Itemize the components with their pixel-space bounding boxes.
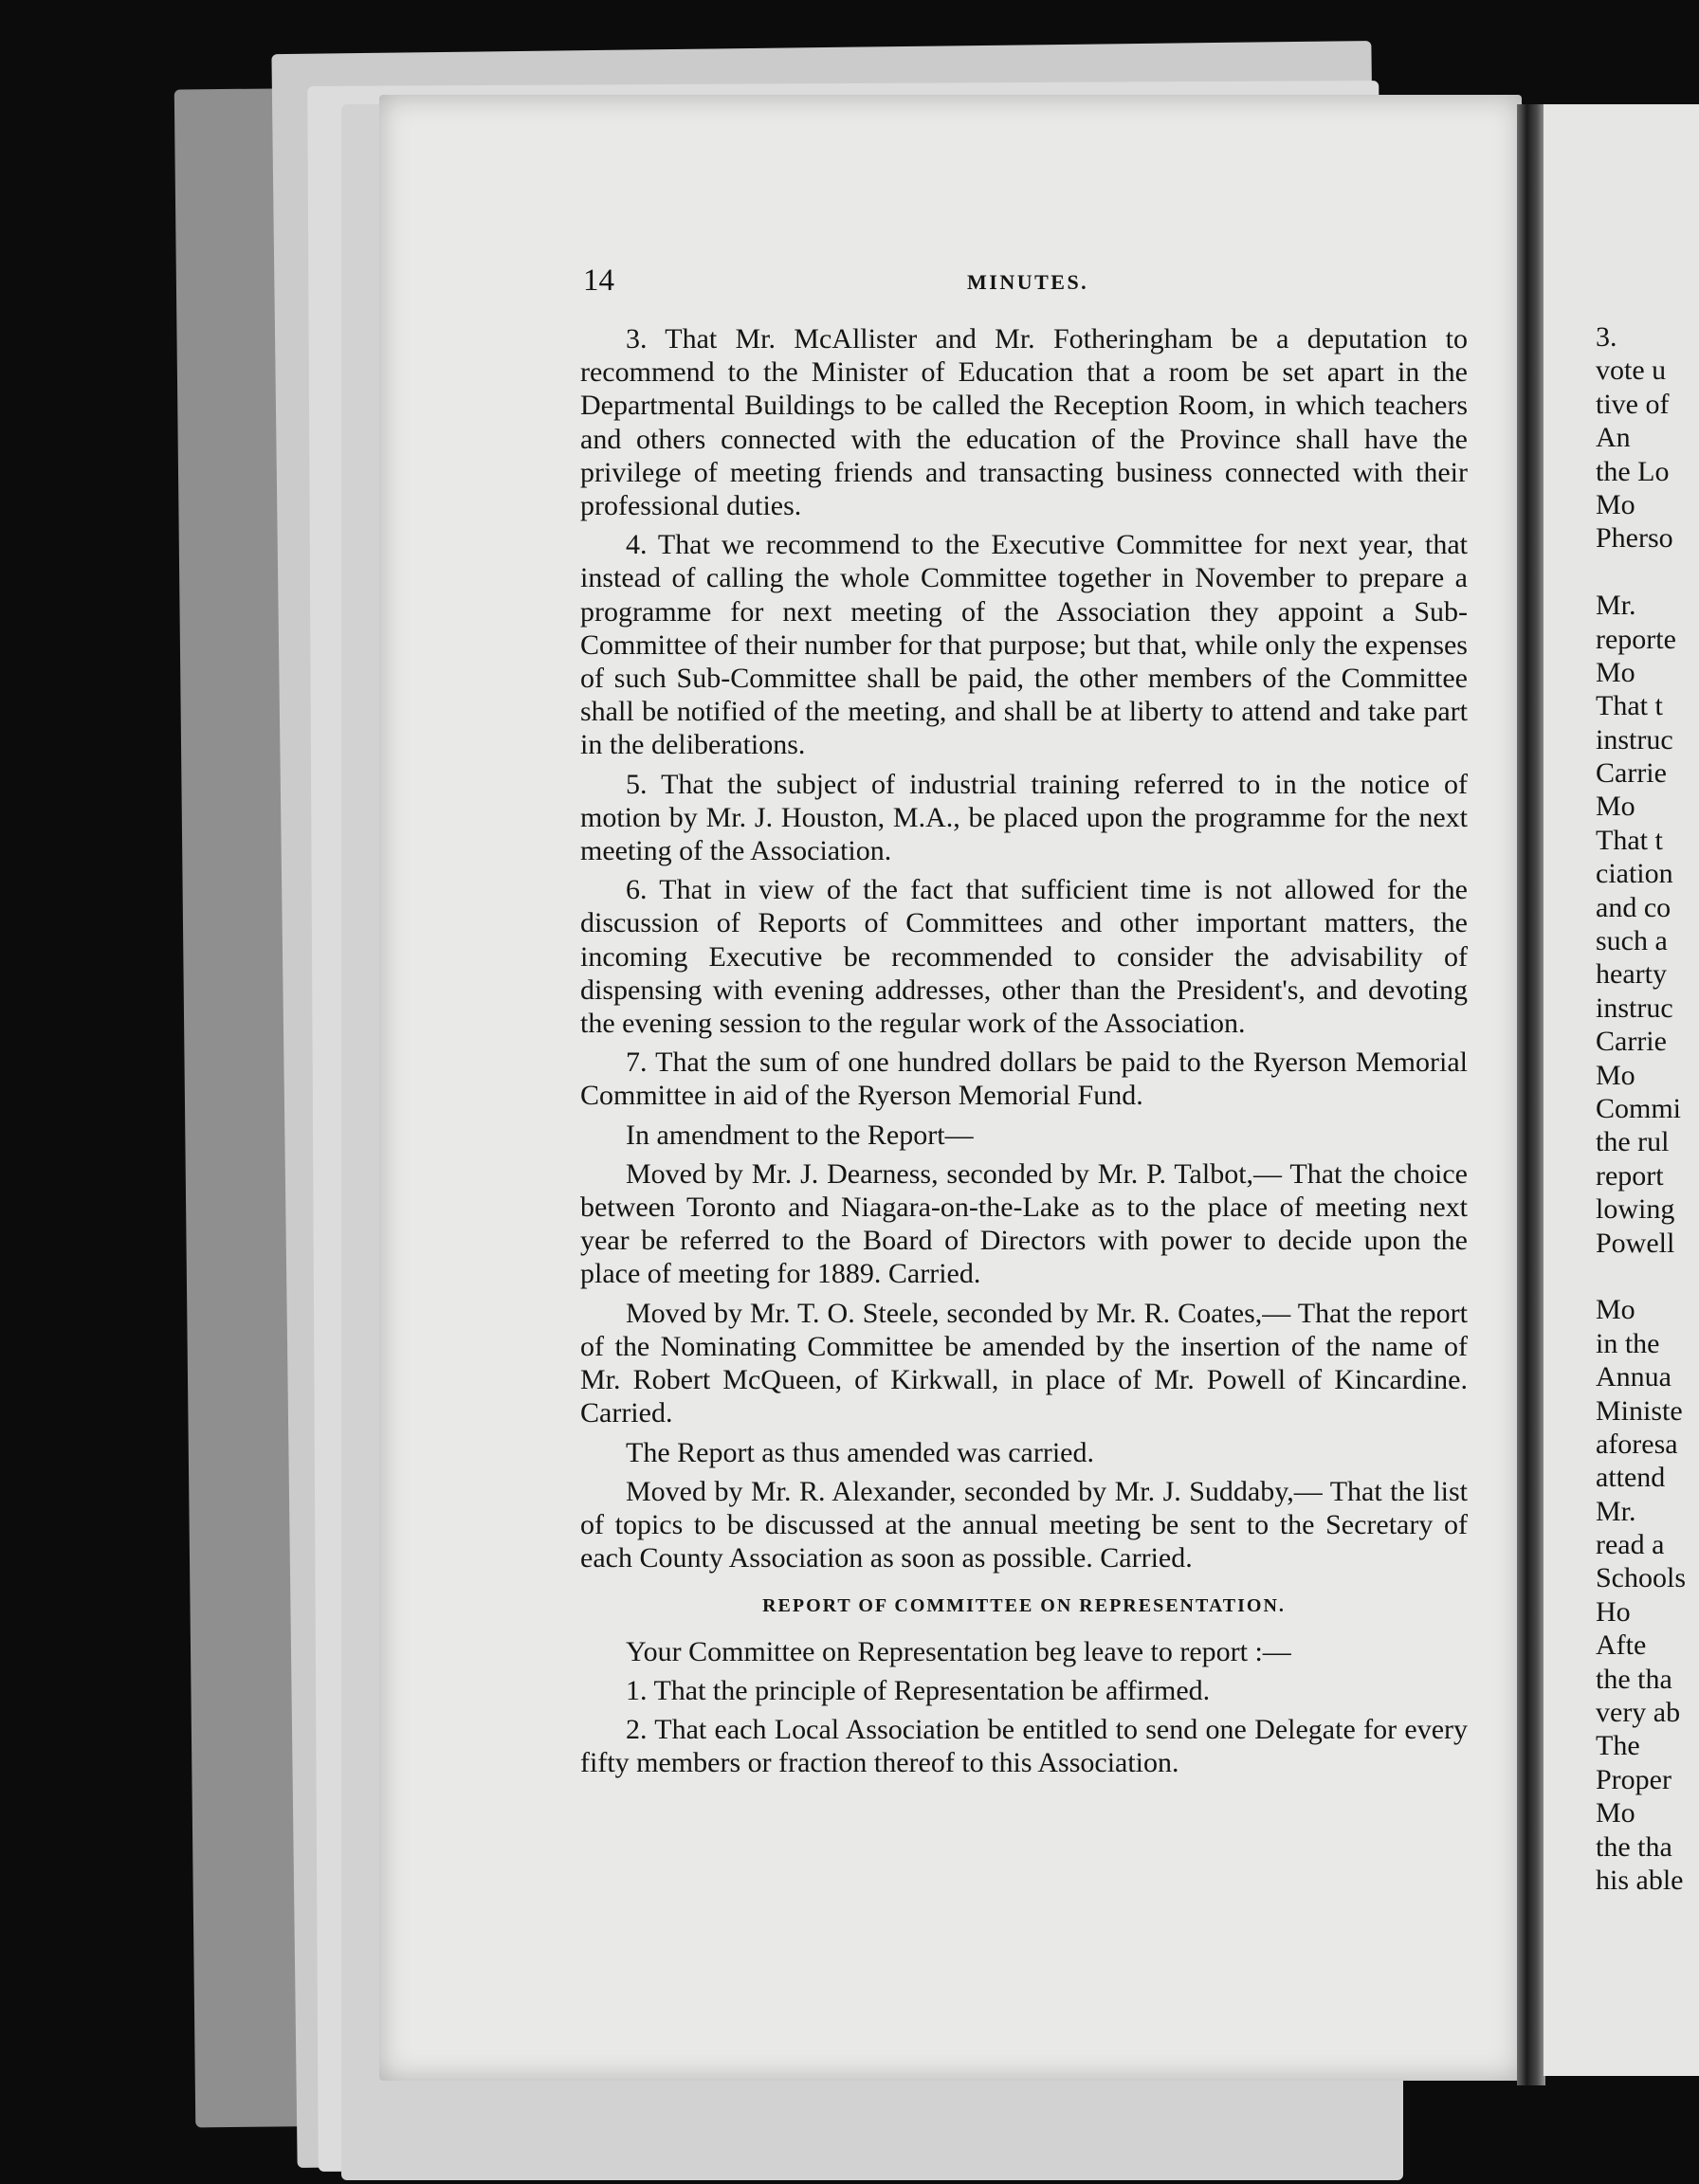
right-page-line: his able bbox=[1596, 1864, 1684, 1896]
right-page-line: Annua bbox=[1596, 1361, 1672, 1393]
right-page-line: read a bbox=[1596, 1529, 1665, 1561]
right-page-line: report bbox=[1596, 1159, 1664, 1192]
right-page-line: Mr. bbox=[1596, 1495, 1636, 1527]
representation-intro: Your Committee on Representation beg leave to report :— bbox=[626, 1635, 1291, 1667]
right-page-line: That t bbox=[1596, 824, 1663, 856]
paragraph-item-4: 4. That we recommend to the Executive Committee for next year, that instead of calling the whole Committee together in November to prepare a programme for next meeting of the Association they appoint a Sub-Committee of their number for that purpose; but that, while only the expenses of such Sub-Committee shall be paid, the other members of the Committee shall be notified of the meeting, and shall be at liberty to attend and take part in the deliberations. bbox=[580, 529, 1468, 761]
motion-steele: Moved by Mr. T. O. Steele, seconded by Mr. R. Coates,— That the report of the Nominating Committee be amended by the insertion of the name of Mr. Robert McQueen, of Kirkwall, in place of Mr. Powell of Kincardine. Carried. bbox=[580, 1297, 1468, 1429]
right-page-line: Proper bbox=[1596, 1763, 1672, 1795]
right-page-line: vote u bbox=[1596, 355, 1667, 387]
right-page-line bbox=[1596, 555, 1699, 589]
right-page-line: Ministe bbox=[1596, 1394, 1683, 1427]
right-page-line: Schools bbox=[1596, 1562, 1687, 1594]
right-page-line: aforesa bbox=[1596, 1428, 1678, 1460]
right-page-line: the tha bbox=[1596, 1830, 1672, 1863]
right-page-line: 3. bbox=[1596, 321, 1617, 353]
section-heading: REPORT OF COMMITTEE ON REPRESENTATION. bbox=[762, 1595, 1286, 1617]
page-header bbox=[583, 264, 1470, 301]
right-page-line: the tha bbox=[1596, 1663, 1672, 1695]
right-page-line: reporte bbox=[1596, 623, 1676, 655]
right-page-line: Mo bbox=[1596, 1797, 1635, 1829]
paragraph-item-5: 5. That the subject of industrial training referred to in the notice of motion by Mr. J. Houston, M.A., be placed upon the programme for the next meeting of the Association. bbox=[580, 768, 1468, 867]
right-page-line: very ab bbox=[1596, 1697, 1681, 1729]
right-page-line: Pherso bbox=[1596, 522, 1673, 555]
right-page-line: Mo bbox=[1596, 1294, 1635, 1326]
page-body bbox=[580, 322, 1468, 1785]
book-gutter bbox=[1517, 104, 1545, 2085]
right-page-line: instruc bbox=[1596, 992, 1673, 1024]
paragraph-item-7: 7. That the sum of one hundred dollars be paid to the Ryerson Memorial Committee in aid of the Ryerson Memorial Fund. bbox=[580, 1046, 1468, 1112]
report-carried: The Report as thus amended was carried. bbox=[626, 1436, 1094, 1468]
right-page-line: such a bbox=[1596, 925, 1668, 957]
right-page-line: hearty bbox=[1596, 958, 1667, 991]
right-page-line: Afte bbox=[1596, 1629, 1647, 1662]
right-page-line: Ho bbox=[1596, 1595, 1631, 1628]
right-page-line: Mr. bbox=[1596, 590, 1636, 622]
right-page-line: Carrie bbox=[1596, 757, 1667, 790]
right-page-line: in the bbox=[1596, 1327, 1660, 1359]
right-page-line: and co bbox=[1596, 891, 1672, 923]
right-page-line: lowing bbox=[1596, 1193, 1675, 1226]
right-page-fragments bbox=[1596, 320, 1699, 1897]
right-page-line bbox=[1596, 1260, 1699, 1293]
right-page-line: the Lo bbox=[1596, 455, 1670, 487]
representation-item-1: 1. That the principle of Representation be affirmed. bbox=[626, 1674, 1211, 1706]
right-page-line: attend bbox=[1596, 1462, 1666, 1494]
page-number: 14 bbox=[583, 264, 614, 298]
right-page-line: Carrie bbox=[1596, 1026, 1667, 1058]
right-page-line: Commi bbox=[1596, 1092, 1682, 1124]
amendment-intro: In amendment to the Report— bbox=[626, 1119, 974, 1151]
running-head: MINUTES. bbox=[967, 270, 1089, 294]
right-page-line: That t bbox=[1596, 690, 1663, 722]
right-page-line: Mo bbox=[1596, 656, 1635, 688]
paragraph-item-6: 6. That in view of the fact that sufficient time is not allowed for the discussion of Reports of Committees and other important matters, the incoming Executive be recommended to consider the advisability of dispensing with evening addresses, other than the President's, and devoting the evening session to the regular work of the Association. bbox=[580, 874, 1468, 1040]
right-page-line: An bbox=[1596, 422, 1631, 454]
right-page-line: tive of bbox=[1596, 388, 1670, 420]
right-page-line: the rul bbox=[1596, 1126, 1670, 1158]
right-page-line: The bbox=[1596, 1730, 1640, 1762]
right-page-line: Powell bbox=[1596, 1227, 1675, 1259]
right-page-line: Mo bbox=[1596, 791, 1635, 823]
representation-item-2: 2. That each Local Association be entitled to send one Delegate for every fifty members or fraction thereof to this Association. bbox=[580, 1713, 1468, 1779]
paragraph-item-3: 3. That Mr. McAllister and Mr. Fotheringham be a deputation to recommend to the Minister of Education that a room be set apart in the Departmental Buildings to be called the Reception Room, in which teachers and others connected with the education of the Province shall have the privilege of meeting friends and transacting business connected with their professional duties. bbox=[580, 323, 1468, 522]
right-page-line: instruc bbox=[1596, 723, 1673, 755]
right-page-line: ciation bbox=[1596, 858, 1673, 890]
motion-alexander: Moved by Mr. R. Alexander, seconded by Mr. J. Suddaby,— That the list of topics to be discussed at the annual meeting be sent to the Secretary of each County Association as soon as possible. Carried. bbox=[580, 1475, 1468, 1574]
right-page-line: Mo bbox=[1596, 488, 1635, 520]
right-page-line: Mo bbox=[1596, 1059, 1635, 1091]
motion-dearness: Moved by Mr. J. Dearness, seconded by Mr. P. Talbot,— That the choice between Toronto and Niagara-on-the-Lake as to the place of meeting next year be referred to the Board of Directors with power to decide upon the place of meeting for 1889. Carried. bbox=[580, 1157, 1468, 1290]
